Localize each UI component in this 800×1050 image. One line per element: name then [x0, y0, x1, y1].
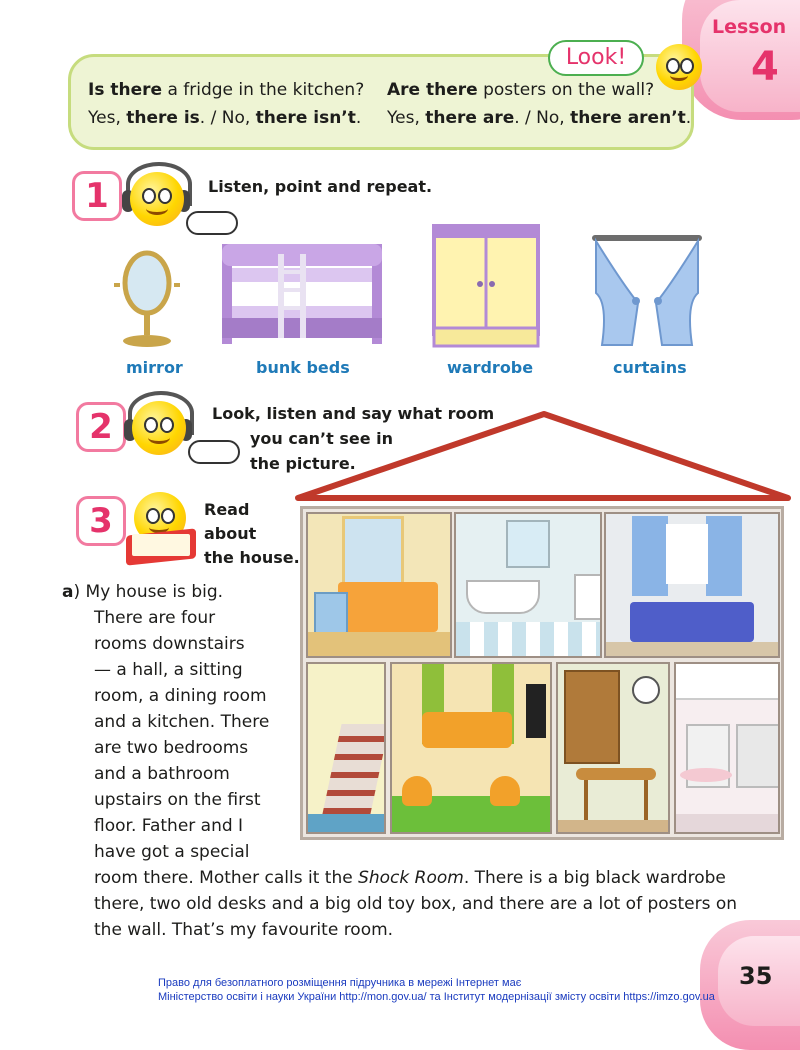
speech-bubble-icon: [186, 211, 238, 235]
lesson-number: 4: [751, 44, 779, 90]
dining-room-image: [556, 662, 670, 834]
reading-line-14: the wall. That’s my favourite room.: [94, 920, 394, 940]
page-number: 35: [739, 962, 773, 990]
mirror-image: [112, 245, 182, 350]
reading-line-6: and a kitchen. There: [94, 712, 270, 732]
speech-bubble-icon: [188, 440, 240, 464]
vocab-label-curtains: curtains: [613, 358, 687, 377]
reading-line-5: room, a dining room: [94, 686, 267, 706]
lesson-label: Lesson: [712, 16, 787, 38]
listening-smiley-icon: [122, 162, 196, 236]
exercise-3-instruction-line-2: about: [204, 524, 257, 543]
vocab-label-wardrobe: wardrobe: [447, 358, 534, 377]
exercise-2-instruction-line-2: you can’t see in: [250, 429, 394, 448]
hall-image: [306, 662, 386, 834]
reading-line-9: upstairs on the first: [94, 790, 261, 810]
reading-line-7: are two bedrooms: [94, 738, 249, 758]
exercise-2-number: 2: [76, 402, 126, 452]
exercise-1-instruction: Listen, point and repeat.: [208, 177, 433, 196]
wardrobe-image: [430, 222, 542, 350]
footer-line-2: Міністерство освіти і науки України http://mon.gov.ua/ та Інститут модернізації змісту освіти https://imzo.gov.ua: [158, 991, 715, 1003]
bunk-beds-image: [218, 240, 386, 346]
reading-line-8: and a bathroom: [94, 764, 230, 784]
look-speech-bubble: Look!: [548, 40, 644, 76]
bathroom-image: [454, 512, 602, 658]
look-smiley-icon: [656, 44, 702, 90]
reading-line-13: there, two old desks and a big old toy box, and there are a lot of posters on: [94, 894, 738, 914]
exercise-3-number: 3: [76, 496, 126, 546]
reading-line-4: — a hall, a sitting: [94, 660, 243, 680]
footer-line-1: Право для безоплатного розміщення підручника в мережі Інтернет має: [158, 977, 522, 989]
exercise-3-instruction-line-1: Read: [204, 500, 250, 519]
kitchen-image: [674, 662, 780, 834]
reading-line-1: a) My house is big.: [62, 582, 224, 602]
exercise-3-instruction-line-3: the house.: [204, 548, 300, 567]
vocab-label-mirror: mirror: [126, 358, 183, 377]
reading-line-2: There are four: [94, 608, 216, 628]
look-answer-1: Yes, there is. / No, there isn’t.: [88, 108, 362, 128]
bedroom-left-image: [306, 512, 452, 658]
look-question-2: Are there posters on the wall?: [387, 80, 655, 100]
reading-line-12: room there. Mother calls it the Shock Room. There is a big black wardrobe: [94, 868, 726, 888]
exercise-2-instruction-line-3: the picture.: [250, 454, 356, 473]
exercise-2-instruction-line-1: Look, listen and say what room: [212, 404, 495, 423]
sitting-room-image: [390, 662, 552, 834]
reading-line-10: floor. Father and I: [94, 816, 244, 836]
reading-line-11: have got a special: [94, 842, 250, 862]
listening-smiley-icon: [124, 391, 198, 465]
house-roof: [288, 408, 800, 508]
reading-line-3: rooms downstairs: [94, 634, 245, 654]
reading-smiley-icon: [124, 492, 200, 568]
vocab-label-bunk-beds: bunk beds: [256, 358, 350, 377]
look-answer-2: Yes, there are. / No, there aren’t.: [387, 108, 692, 128]
exercise-1-number: 1: [72, 171, 122, 221]
bedroom-right-image: [604, 512, 780, 658]
look-question-1: Is there a fridge in the kitchen?: [88, 80, 365, 100]
curtains-image: [592, 233, 702, 349]
